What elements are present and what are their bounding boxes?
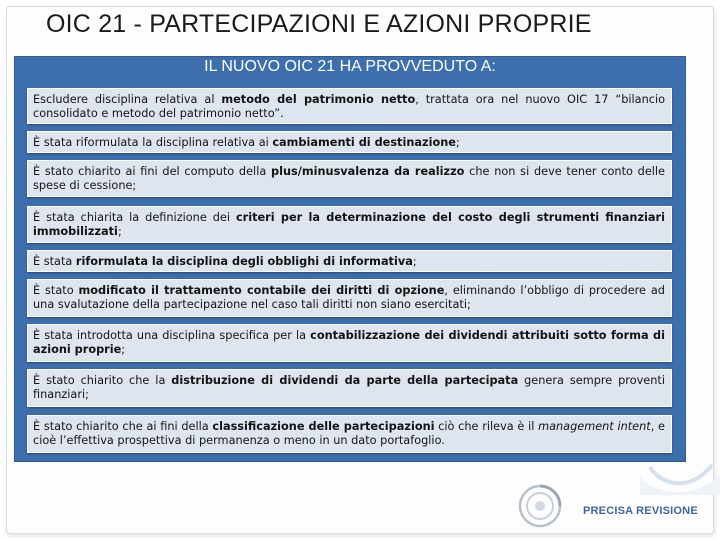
item-text-segment: metodo del patrimonio netto (221, 93, 416, 106)
item-text-segment: plus/minusvalenza da realizzo (271, 165, 465, 178)
item-text-segment: È stato chiarito ai fini del computo della (33, 165, 271, 178)
slide-title: OIC 21 - PARTECIPAZIONI E AZIONI PROPRIE (46, 10, 592, 38)
content-panel (14, 56, 686, 462)
item-text-segment: , trattata ora nel nuovo OIC 17 “bilancio consolidato e metodo del patrimonio netto”. (33, 93, 666, 120)
item-text-segment: ciò che rileva è il (434, 420, 539, 433)
item-text-segment: , eliminando l’obbligo di procedere ad una svalutazione della partecipazione nel caso tali diritti non siano esercitati; (33, 284, 665, 311)
brand-name: PRECISA REVISIONE (583, 505, 698, 517)
item-text-segment: ; (121, 343, 126, 356)
item-text-segment: modificato il trattamento contabile dei diritti di opzione (78, 284, 445, 297)
item-text-segment: ; (412, 255, 417, 268)
item-text-segment: contabilizzazione dei dividendi attribuiti sotto forma di azioni proprie (33, 329, 665, 356)
item-text-segment: ; (455, 136, 460, 149)
item-text-segment: È stata riformulata la disciplina relativa ai (33, 136, 273, 149)
list-item (27, 279, 672, 317)
item-text-segment: management intent (538, 420, 651, 433)
item-text-segment: cambiamenti di destinazione (272, 136, 456, 149)
item-text-segment: È stato chiarito che la (33, 374, 172, 387)
item-text-segment: È stato chiarito che ai fini della (33, 420, 213, 433)
item-text-segment: distribuzione di dividendi da parte della partecipata (171, 374, 519, 387)
item-text-segment: Escludere disciplina relativa al (33, 93, 222, 106)
item-text-segment: criteri per la determinazione del costo degli strumenti finanziari immobilizzati (33, 211, 665, 238)
item-text-segment: È stato (33, 284, 79, 297)
item-text-segment: , e cioè l’effettiva prospettiva di permanenza o meno in un dato portafoglio. (33, 420, 665, 447)
list-item (27, 160, 672, 197)
list-item (27, 369, 672, 407)
item-text-segment: ; (117, 225, 122, 238)
list-item (27, 250, 672, 272)
item-text-segment: È stata (33, 255, 76, 268)
list-item (27, 131, 672, 153)
panel-header: IL NUOVO OIC 21 HA PROVVEDUTO A: (204, 58, 496, 75)
list-item (27, 324, 672, 362)
item-text-segment: È stata chiarita la definizione dei (33, 211, 236, 224)
list-item (27, 415, 672, 453)
list-item (27, 88, 672, 124)
precisa-revisione-logo-icon (518, 484, 562, 528)
list-item (27, 206, 672, 243)
item-text-segment: riformulata la disciplina degli obblighi di informativa (75, 255, 413, 268)
item-text-segment: È stata introdotta una disciplina specifica per la (33, 329, 311, 342)
item-text-segment: classificazione delle partecipazioni (212, 420, 435, 433)
item-text-segment: genera sempre proventi finanziari; (33, 374, 665, 401)
item-text-segment: che non si deve tener conto delle spese di cessione; (33, 165, 666, 192)
